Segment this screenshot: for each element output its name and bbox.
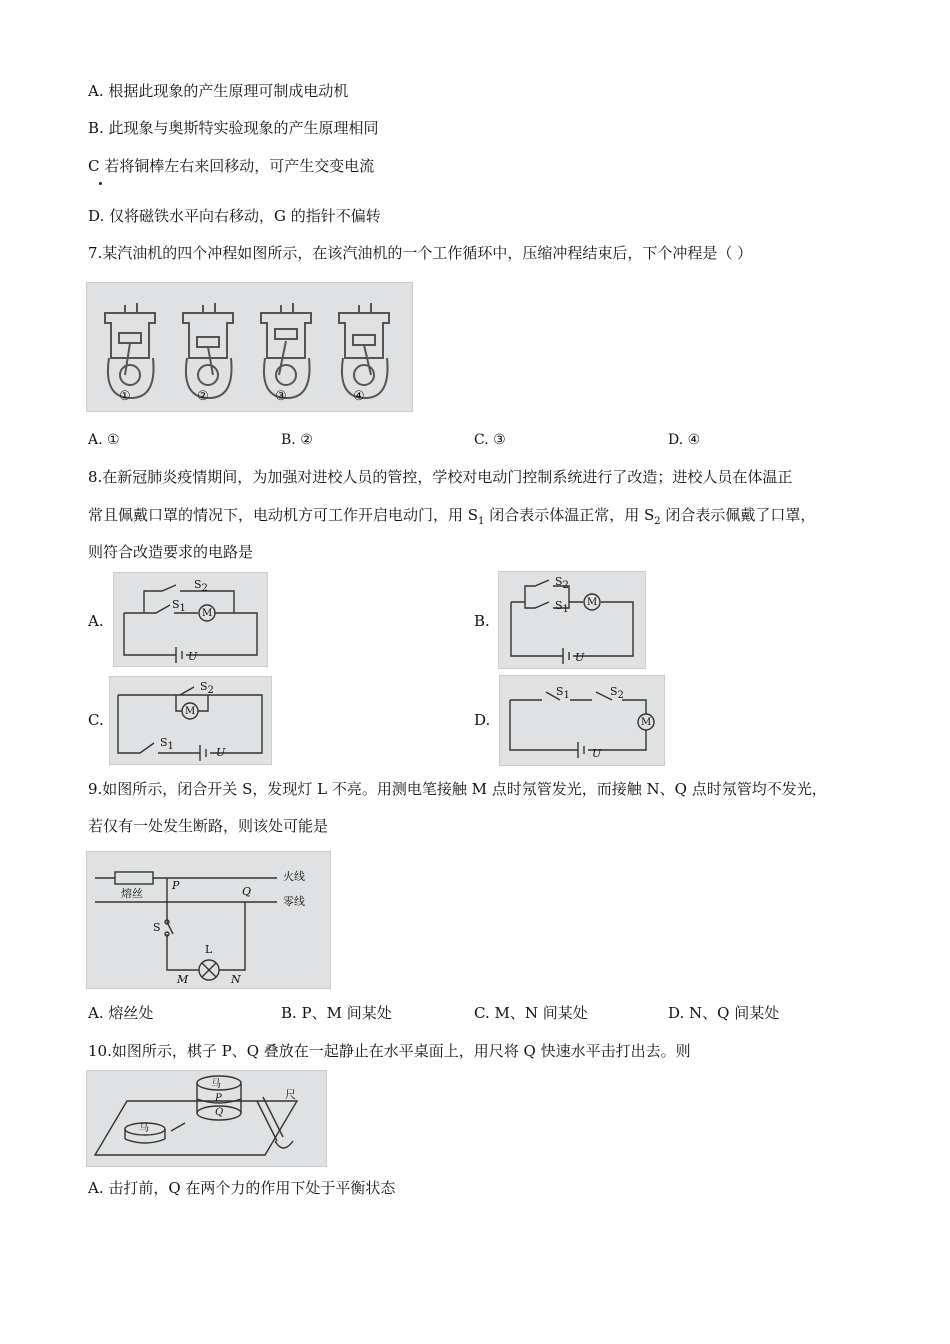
q9-option-a: A. 熔丝处 <box>88 1004 154 1022</box>
q7-stem: 7.某汽油机的四个冲程如图所示，在该汽油机的一个工作循环中，压缩冲程结束后，下个冲程是（ ） <box>88 244 753 262</box>
q7-option-c: C. ③ <box>474 432 506 448</box>
q8b-s1: $S_1$ <box>555 599 569 616</box>
q8-option-c-label: C. <box>88 711 104 729</box>
q7-option-a: A. ① <box>88 432 120 448</box>
engine-label-4: ④ <box>353 389 365 404</box>
q9-point-p: P <box>172 879 180 892</box>
q9-neutral-label: 零线 <box>283 895 305 908</box>
q7-option-d: D. ④ <box>668 432 701 448</box>
q10-top-piece: 马 <box>211 1079 221 1090</box>
q8a-source: U <box>188 650 198 663</box>
q8-option-b-label: B. <box>474 612 490 630</box>
q8c-source: U <box>216 746 226 759</box>
q8d-motor: M <box>641 717 652 728</box>
q8a-s2: $S_2$ <box>194 578 208 595</box>
q10-label-q: Q <box>215 1107 224 1118</box>
q7-option-b: B. ② <box>281 432 313 448</box>
q8c-motor: M <box>185 706 196 717</box>
q8b-s2: $S_2$ <box>555 575 569 592</box>
q9-option-d: D. N、Q 间某处 <box>668 1004 780 1022</box>
q6-option-a: A. 根据此现象的产生原理可制成电动机 <box>88 82 349 100</box>
q8-option-d-label: D. <box>474 711 491 729</box>
q8-circuit-a <box>113 572 268 667</box>
q9-point-m: M <box>177 973 189 986</box>
q8-circuit-d <box>499 675 665 766</box>
q9-live-label: 火线 <box>283 870 305 883</box>
q8a-motor: M <box>202 608 213 619</box>
q9-stem-line1: 9.如图所示，闭合开关 S，发现灯 L 不亮。用测电笔接触 M 点时氖管发光，而接触 N、Q 点时氖管均不发光， <box>88 780 827 798</box>
q6-option-d: D. 仅将磁铁水平向右移动，G 的指针不偏转 <box>88 207 381 225</box>
q8-circuit-c <box>109 676 272 765</box>
q9-stem-line2: 若仅有一处发生断路，则该处可能是 <box>88 817 329 835</box>
q8d-source: U <box>592 747 602 760</box>
q8c-s1: $S_1$ <box>160 736 174 753</box>
q6-option-c: C 若将铜棒左右来回移动，可产生交变电流 <box>88 157 375 175</box>
q9-point-q: Q <box>242 885 252 898</box>
q9-point-n: N <box>231 973 241 986</box>
q10-stem: 10.如图所示，棋子 P、Q 叠放在一起静止在水平桌面上，用尺将 Q 快速水平击打出去。则 <box>88 1042 691 1060</box>
q8-stem-line1: 8.在新冠肺炎疫情期间，为加强对进校人员的管控，学校对电动门控制系统进行了改造；进校人员在体温正 <box>88 468 793 486</box>
q10-moved-piece: 马 <box>139 1123 149 1134</box>
q9-option-c: C. M、N 间某处 <box>474 1004 588 1022</box>
q8-option-a-label: A. <box>88 612 104 630</box>
q8b-source: U <box>575 651 585 664</box>
q9-fuse-label: 熔丝 <box>121 887 143 900</box>
q9-circuit-figure <box>86 851 331 989</box>
engine-label-3: ③ <box>275 389 287 404</box>
engine-label-1: ① <box>119 389 131 404</box>
q6-option-b: B. 此现象与奥斯特实验现象的产生原理相同 <box>88 119 379 137</box>
q10-figure <box>86 1070 327 1167</box>
q8c-s2: $S_2$ <box>200 680 214 697</box>
engine-label-2: ② <box>197 389 209 404</box>
q8-circuit-b <box>498 571 646 669</box>
q10-ruler-label: 尺 <box>285 1088 296 1101</box>
q8-stem-line3: 则符合改造要求的电路是 <box>88 543 254 561</box>
q9-switch-s: S <box>153 921 161 934</box>
q8-stem-line2: 常且佩戴口罩的情况下，电动机方可工作开启电动门，用 $S_1$ 闭合表示体温正常，用 $S_2$ 闭合表示佩戴了口罩， <box>88 506 816 527</box>
q8b-motor: M <box>587 597 598 608</box>
q7-engine-figure <box>86 282 413 412</box>
dot-mark <box>99 182 102 185</box>
q9-option-b: B. P、M 间某处 <box>281 1004 392 1022</box>
q8d-s2: $S_2$ <box>610 685 624 702</box>
q9-lamp-l: L <box>205 943 213 956</box>
q10-option-a: A. 击打前，Q 在两个力的作用下处于平衡状态 <box>88 1179 396 1197</box>
q8a-s1: $S_1$ <box>172 598 186 615</box>
q8d-s1: $S_1$ <box>556 685 570 702</box>
q10-label-p: P <box>215 1093 222 1104</box>
